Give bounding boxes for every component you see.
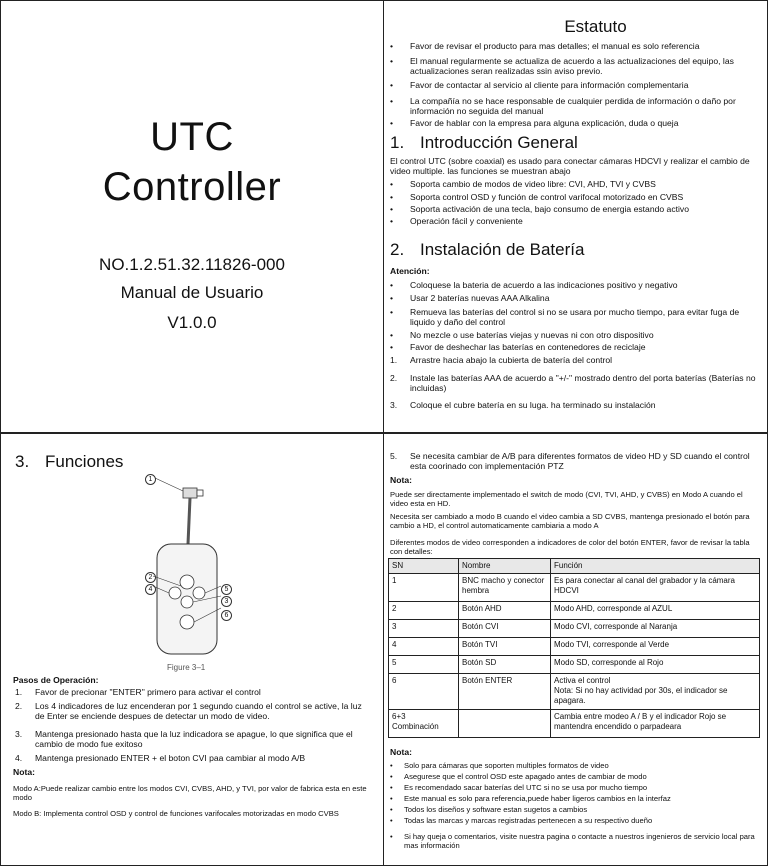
cover-title-line1: UTC [150,115,234,159]
callout-4: 4 [145,584,156,595]
cell-nombre: Botón CVI [459,620,551,638]
callout-3: 3 [221,596,232,607]
cell-sn: 3 [389,620,459,638]
note-item: • Asegurese que el control OSD este apagado antes de cambiar de modo [390,772,647,781]
col-nombre: Nombre [459,559,551,574]
operation-step: 2. Los 4 indicadores de luz encenderan por 1 segundo cuando el control se active, la luz de Enter se enciende despues de detectar un modo de video. [15,701,362,721]
cell-funcion: Modo SD, corresponde al Rojo [551,656,760,674]
functions-note-label: Nota: [13,767,35,777]
cell-nombre [459,710,551,738]
note2-label: Nota: [390,747,412,757]
table-row [389,638,760,656]
table-row [389,602,760,620]
battery-step: 3. Coloque el cubre batería en su luga. ha terminado su instalación [390,400,656,410]
step-5: 5. Se necesita cambiar de A/B para diferentes formatos de video HD y SD cuando el control esta coorinado con implementación PTZ [390,451,750,471]
note-paragraph-2: Necesita ser cambiado a modo B cuando el video cambia a SD CVBS, mantenga presionado el botón para cambio a HD, el control automaticamente cambiaria a modo A [390,512,750,530]
operation-step: 1. Favor de precionar "ENTER" primero para activar el control [15,687,261,697]
battery-item: • Remueva las baterías del control si no se usara por mucho tiempo, para evitar fuga de liquido y daño del control [390,307,740,327]
cell-funcion: Cambia entre modeo A / B y el indicador Rojo se mantendra encendido o parpadeara [551,710,760,738]
callout-6: 6 [221,610,232,621]
cell-sn: 6 [389,674,459,710]
table-row [389,620,760,638]
note-paragraph-3: Diferentes modos de video corresponden a indicadores de color del botón ENTER, favor de revisar la tabla con detalles: [390,538,750,556]
statute-page [384,0,768,432]
battery-heading: 2. Instalación de Batería [390,240,585,259]
version-label: V1.0.0 [167,313,217,332]
cell-nombre: Botón AHD [459,602,551,620]
cell-nombre: Botón ENTER [459,674,551,710]
battery-item: • Favor de deshechar las baterías en contenedores de reciclaje [390,342,646,352]
battery-step: 1. Arrastre hacia abajo la cubierta de batería del control [390,355,613,365]
operation-step: 3. Mantenga presionado hasta que la luz indicadora se apague, lo que significa que el cambio de modo fue exitoso [15,729,353,749]
cell-funcion: Modo TVI, corresponde al Verde [551,638,760,656]
cell-funcion: Modo CVI, corresponde al Naranja [551,620,760,638]
battery-item: • Coloquese la bateria de acuerdo a las indicaciones positivo y negativo [390,280,678,290]
steps-title: Pasos de Operación: [13,675,99,685]
functions-page [0,432,384,866]
note-item: • Este manual es solo para referencia,puede haber ligeros cambios en la interfaz [390,794,671,803]
note-item: • Solo para cámaras que soporten multiples formatos de video [390,761,609,770]
part-number: NO.1.2.51.32.11826-000 [99,255,285,274]
note-item: • Si hay queja o comentarios, visite nuestra pagina o contacte a nuestros ingenieros de servicio local para mas información [390,832,755,850]
cover-title-line2: Controller [102,165,282,209]
note-item: • Todas las marcas y marcas registradas pertenecen a su respectivo dueño [390,816,653,825]
battery-attention: Atención: [390,266,430,276]
callout-2: 2 [145,572,156,583]
statute-item: • Favor de contactar al servicio al cliente para información complementaria [390,80,689,90]
intro-item: • Soporta activación de una tecla, bajo consumo de energia estando activo [390,204,690,214]
functions-heading: 3. Funciones [15,452,124,471]
cell-nombre: Botón TVI [459,638,551,656]
intro-text: El control UTC (sobre coaxial) es usado para conectar cámaras HDCVI y realizar el cambio de video multiple. las funciones se muestran abajo [390,156,750,176]
intro-heading: 1. Introducción General [390,133,578,152]
note-paragraph-1: Puede ser directamente implementado el switch de modo (CVI, TVI, AHD, y CVBS) en Modo A cuando el video esta en HD. [390,490,743,508]
cell-sn: 2 [389,602,459,620]
battery-step: 2. Instale las baterías AAA de acuerdo a "+/-" mostrado dentro del porta baterías (Baterías no incluidas) [390,373,756,393]
functions-table-page [384,432,768,866]
statute-item: • Favor de revisar el producto para mas detalles; el manual es solo referencia [390,41,700,51]
mode-a-note: Modo A:Puede realizar cambio entre los modos CVI, CVBS, AHD, y TVI, por valor de fabrica esta en este modo [13,784,367,802]
col-funcion: Función [551,559,760,574]
cell-sn: 5 [389,656,459,674]
functions-table [388,558,760,738]
cell-funcion: Es para conectar al canal del grabador y la cámara HDCVI [551,574,760,602]
cell-sn: 6+3 Combinación [389,710,459,738]
cell-nombre: Botón SD [459,656,551,674]
intro-item: • Operación fácil y conveniente [390,216,523,226]
col-sn: SN [389,559,459,574]
cell-sn: 1 [389,574,459,602]
battery-item: • No mezcle o use baterías viejas y nuevas ni con otro dispositivo [390,330,654,340]
callout-5: 5 [221,584,232,595]
table-row [389,710,760,738]
battery-item: • Usar 2 baterías nuevas AAA Alkalina [390,293,550,303]
callout-1: 1 [145,474,156,485]
table-row [389,574,760,602]
mode-b-note: Modo B: Implementa control OSD y control de funciones varifocales motorizadas en modo CVBS [13,809,339,818]
cell-funcion: Activa el control Nota: Si no hay actividad por 30s, el indicador se apagara. [551,674,760,710]
statute-item: • La compañía no se hace responsable de cualquier perdida de información o daño por información no seguida del manual [390,96,736,116]
operation-step: 4. Mantenga presionado ENTER + el boton CVI paa cambiar al modo A/B [15,753,306,763]
cover-page [0,0,384,432]
statute-item: • Favor de hablar con la empresa para alguna explicación, duda o queja [390,118,679,128]
statute-item: • El manual regularmente se actualiza de acuerdo a las actualizaciones del equipo, las actualizaciones seran realizadas ssin aviso previo. [390,56,734,76]
intro-item: • Soporta cambio de modos de video libre: CVI, AHD, TVI y CVBS [390,179,656,189]
cell-funcion: Modo AHD, corresponde al AZUL [551,602,760,620]
note-item: • Todos los diseños y software estan sugetos a cambios [390,805,588,814]
note-item: • Es recomendado sacar baterías del UTC si no se usa por mucho tiempo [390,783,648,792]
note-label: Nota: [390,475,412,485]
figure-caption: Figure 3–1 [167,663,206,672]
cell-sn: 4 [389,638,459,656]
table-row [389,674,760,710]
cell-nombre: BNC macho y conector hembra [459,574,551,602]
statute-heading: Estatuto [564,17,627,36]
manual-label: Manual de Usuario [120,283,264,302]
remote-control-figure [141,478,241,664]
intro-item: • Soporta control OSD y función de control varifocal motorizado en CVBS [390,192,684,202]
table-row [389,656,760,674]
table-header-row [389,559,760,574]
